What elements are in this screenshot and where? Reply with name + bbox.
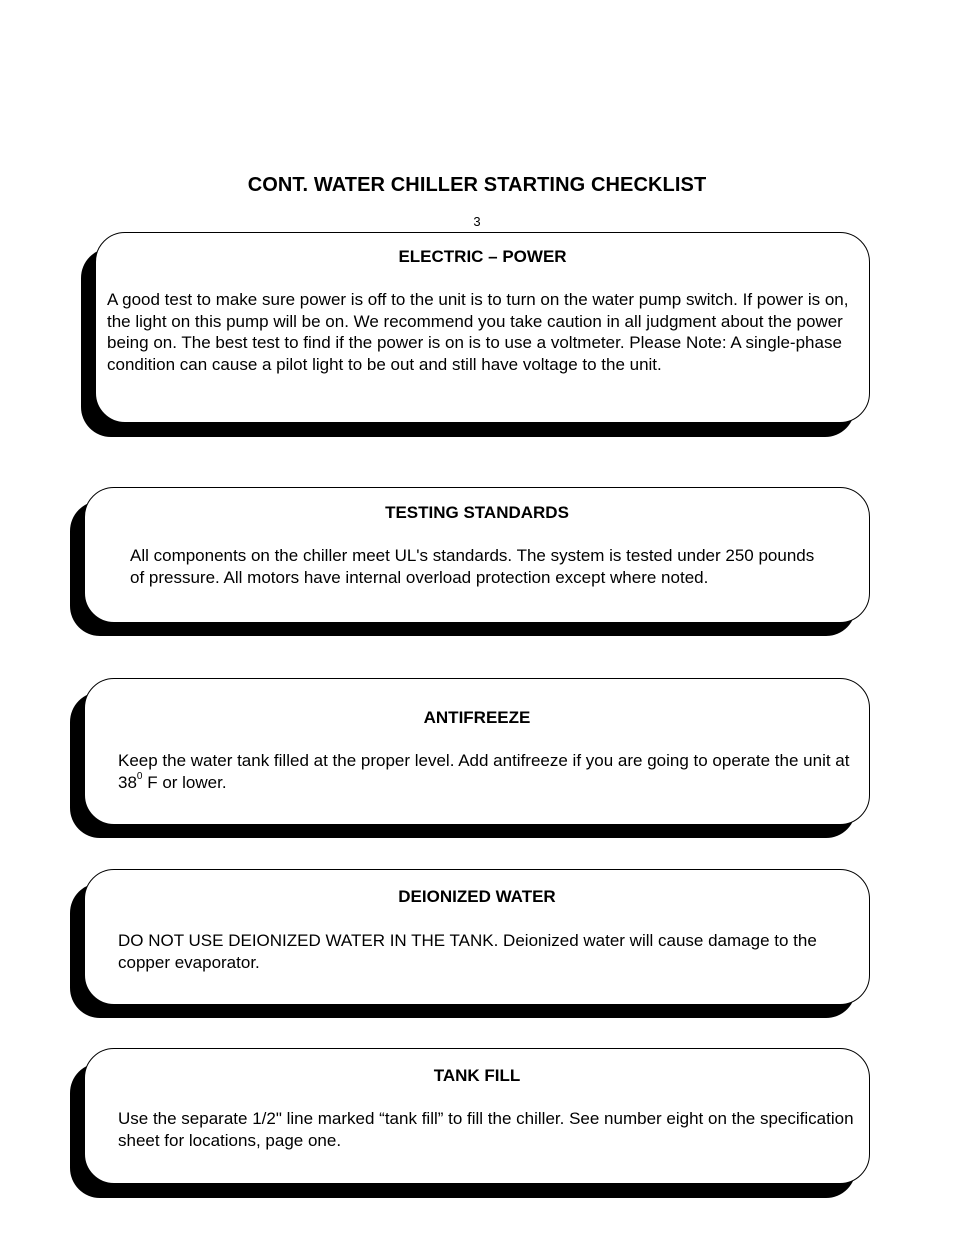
section-testing-standards [84, 487, 870, 623]
section-body: Use the separate 1/2" line marked “tank fill” to fill the chiller. See number eight on the specification sheet for locations, page one. [118, 1109, 854, 1150]
section-electric-power [95, 232, 870, 423]
section-body: All components on the chiller meet UL's standards. The system is tested under 250 pounds of pressure. All motors have internal overload protection except where noted. [130, 546, 815, 587]
body-text: F or lower. [142, 772, 227, 792]
section-deionized-water [84, 869, 870, 1005]
section-heading: TESTING STANDARDS [385, 503, 569, 522]
section-antifreeze [84, 678, 870, 825]
page-title: CONT. WATER CHILLER STARTING CHECKLIST [247, 174, 707, 196]
section-body: A good test to make sure power is off to the unit is to turn on the water pump switch. If power is on, the light on this pump will be on. We recommend you take caution in all judgment about the power being on. The best test to find if the power is on is to use a voltmeter. Please Note: A single-phase condition can cause a pilot light to be out and still have voltage to the unit. [107, 290, 849, 374]
degree-superscript: 0 [136, 770, 143, 782]
section-tank-fill [84, 1048, 870, 1184]
section-heading: ELECTRIC – POWER [398, 247, 567, 266]
page-number: 3 [473, 214, 481, 229]
section-body: DO NOT USE DEIONIZED WATER IN THE TANK. Deionized water will cause damage to the copper evaporator. [118, 931, 817, 972]
section-body [118, 750, 858, 793]
section-heading: ANTIFREEZE [423, 708, 531, 727]
body-text: Keep the water tank filled at the proper level. Add antifreeze if you are going to operate the unit at 38 [118, 751, 850, 792]
section-heading: TANK FILL [433, 1066, 521, 1085]
section-heading: DEIONIZED WATER [398, 887, 556, 906]
